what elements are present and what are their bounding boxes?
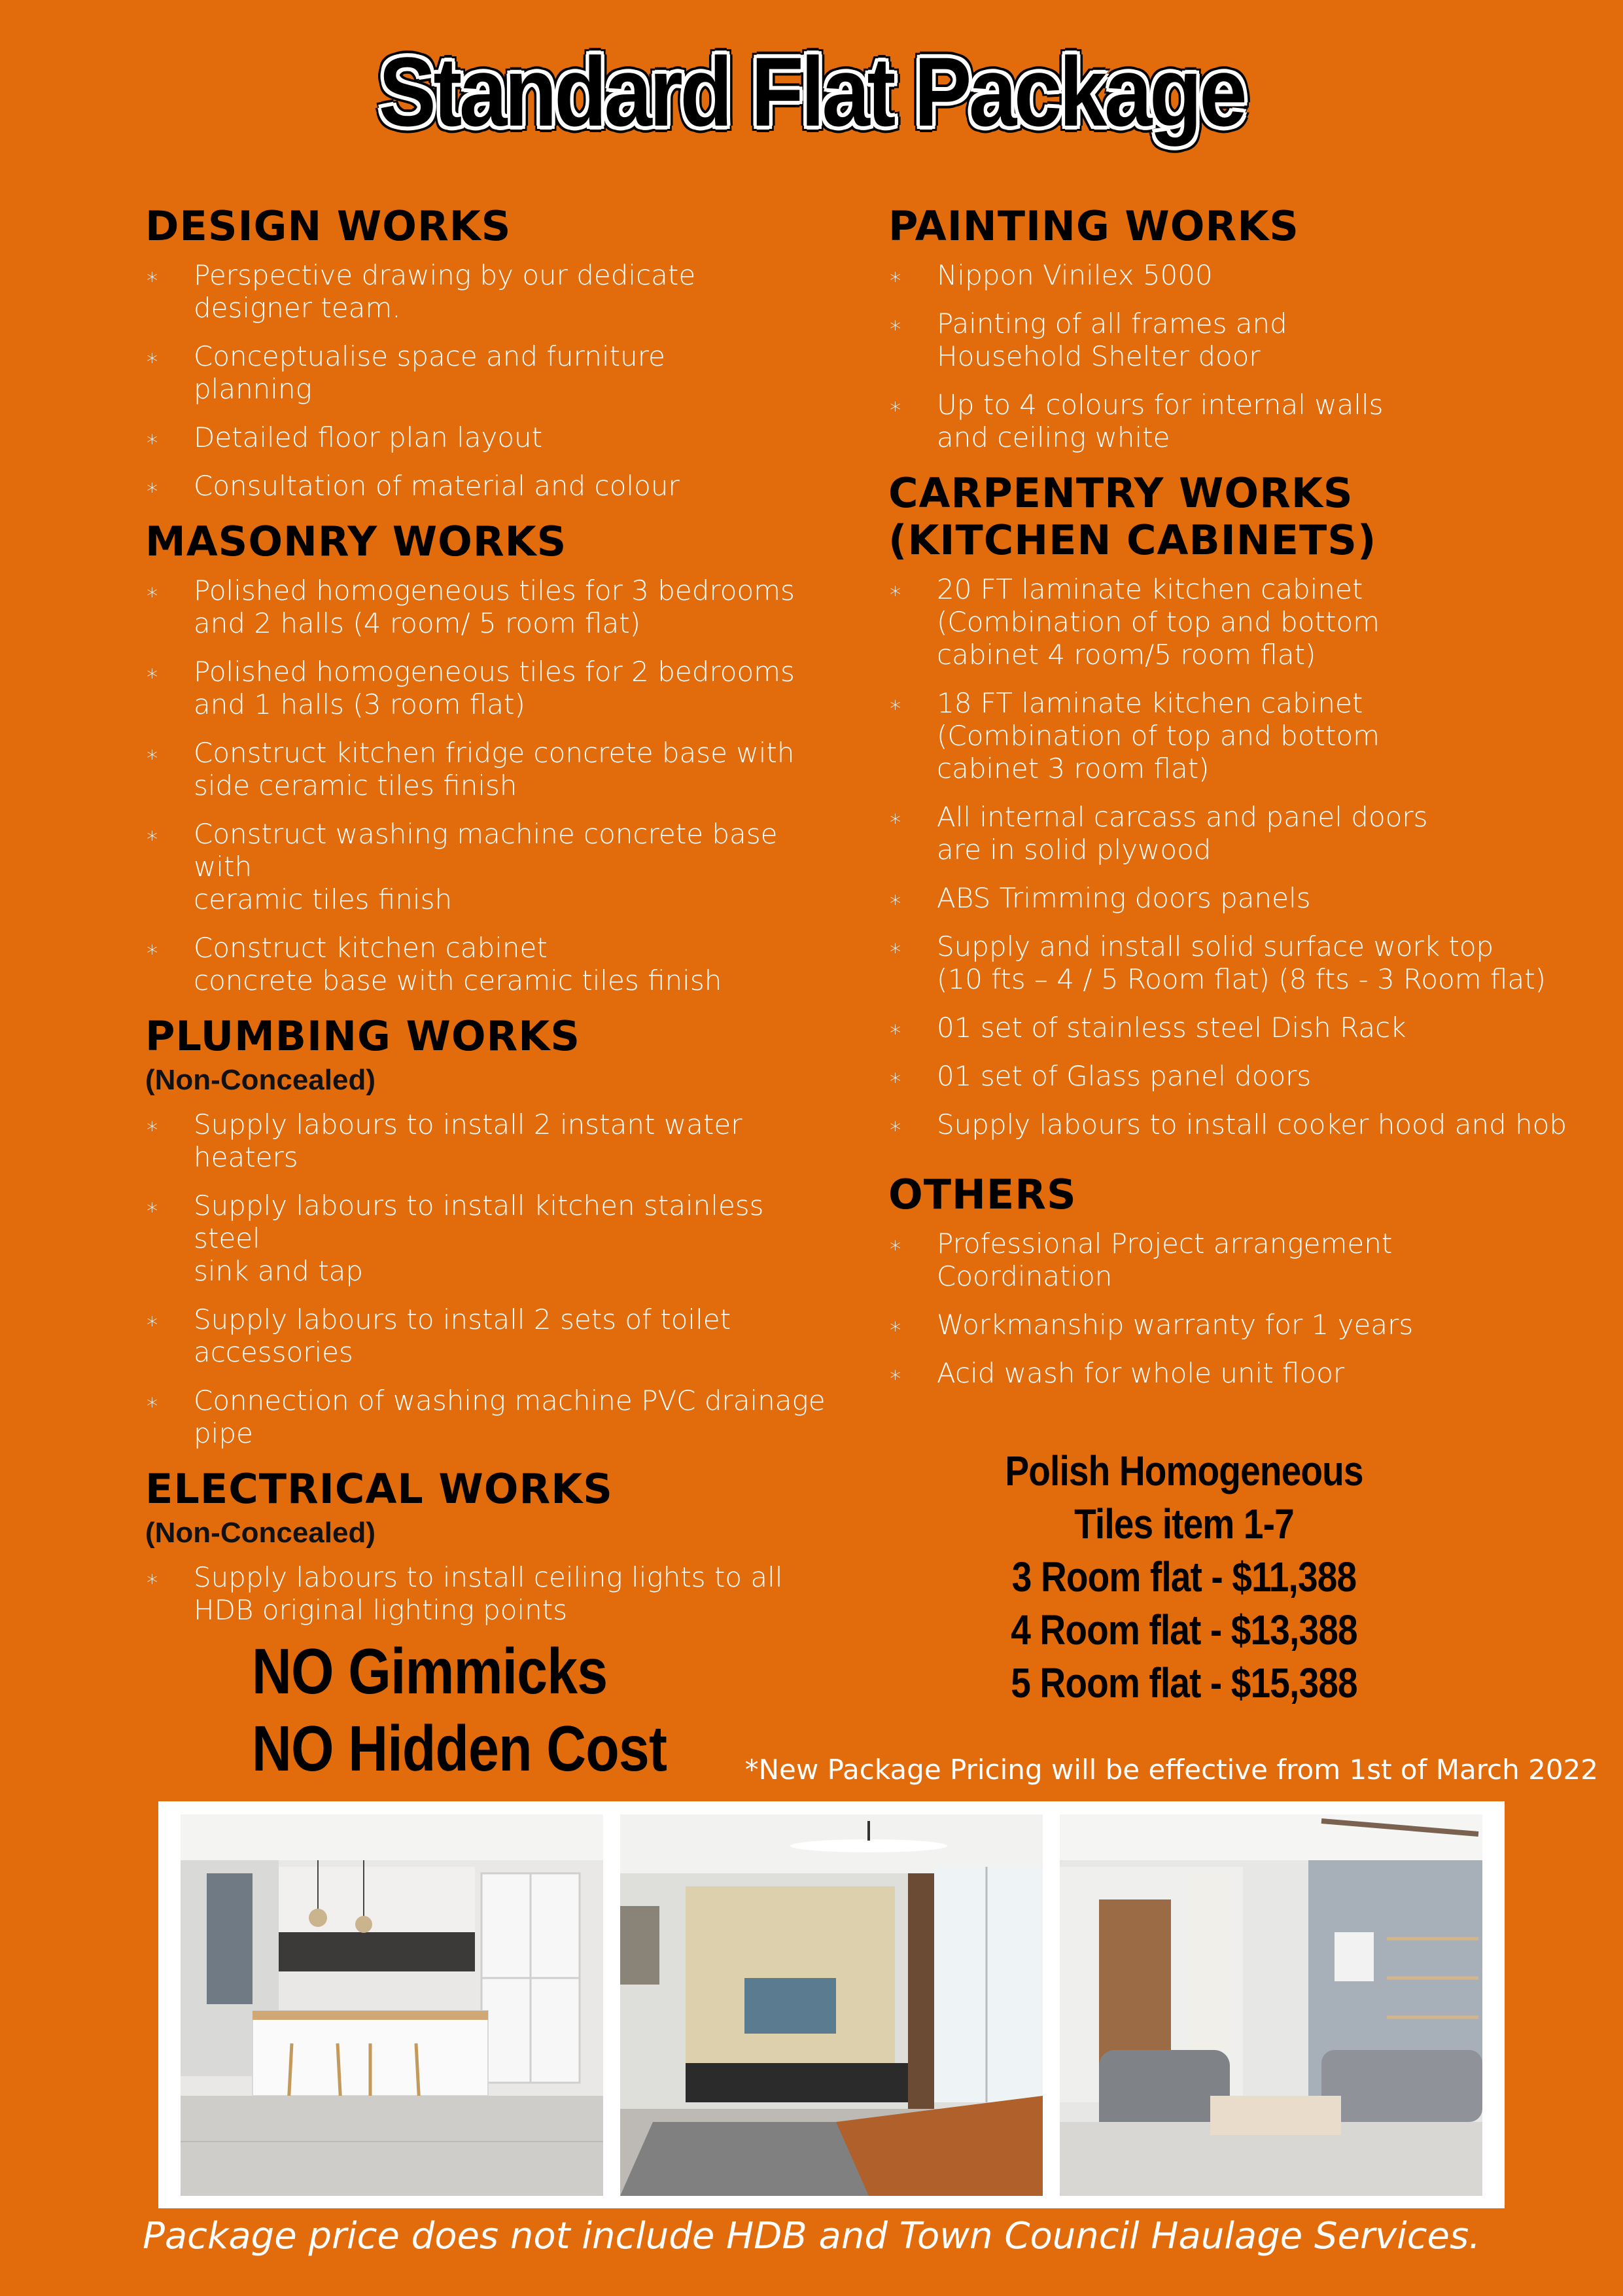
bullet-icon: ∗ — [145, 345, 160, 371]
pricing-title-1: Polish Homogeneous — [1005, 1447, 1363, 1494]
section-heading: PLUMBING WORKS — [145, 1012, 580, 1060]
list-item-text: and 1 halls (3 room flat) — [194, 688, 525, 720]
bullet-icon: ∗ — [888, 692, 903, 718]
list-item — [145, 574, 839, 640]
list-item-text: Nippon Vinilex 5000 — [937, 259, 1213, 291]
bullet-icon: ∗ — [145, 741, 160, 768]
section-subheading: (Non-Concealed) — [145, 1064, 375, 1096]
right-column — [888, 203, 1595, 1405]
section-heading: PAINTING WORKS — [888, 202, 1299, 250]
list-item — [888, 1357, 1595, 1390]
list-item-text: planning — [194, 373, 312, 405]
list-item-text: are in solid plywood — [937, 834, 1212, 866]
list-item — [145, 932, 839, 997]
bullet-icon: ∗ — [888, 1016, 903, 1042]
left-section-2 — [145, 1013, 839, 1450]
bullet-icon: ∗ — [145, 474, 160, 501]
price-4-room: 4 Room flat - $13,388 — [1011, 1606, 1357, 1653]
section-item-list — [888, 573, 1595, 1141]
list-item-text: Supply labours to install 2 instant water heaters — [194, 1108, 742, 1173]
section-heading: DESIGN WORKS — [145, 202, 512, 250]
bullet-icon: ∗ — [145, 579, 160, 605]
promo-line-2: NO Hidden Cost — [252, 1712, 667, 1784]
price-3-room: 3 Room flat - $11,388 — [1011, 1553, 1357, 1600]
list-item — [145, 737, 839, 802]
list-item-text: 18 FT laminate kitchen cabinet — [937, 687, 1363, 719]
pricing-block — [931, 1445, 1437, 1710]
list-item-text: ceramic tiles finish — [194, 883, 453, 915]
list-item-text: Up to 4 colours for internal walls — [937, 389, 1384, 421]
section-item-list — [145, 1108, 839, 1450]
bullet-icon: ∗ — [888, 1313, 903, 1339]
left-section-0 — [145, 203, 839, 503]
list-item — [888, 930, 1595, 996]
list-item — [145, 259, 839, 325]
list-item-text: and 2 halls (4 room/ 5 room flat) — [194, 607, 641, 639]
bullet-icon: ∗ — [145, 822, 160, 849]
page-title: Standard Flat Package — [378, 37, 1245, 147]
bullet-icon: ∗ — [145, 1308, 160, 1334]
right-section-1 — [888, 470, 1595, 1141]
bullet-icon: ∗ — [888, 805, 903, 832]
section-heading: OTHERS — [888, 1171, 1077, 1218]
section-heading: ELECTRICAL WORKS — [145, 1465, 613, 1513]
section-item-list — [888, 259, 1595, 454]
list-item-text: Supply labours to install kitchen stainless steel — [194, 1190, 764, 1254]
list-item-text: concrete base with ceramic tiles finish — [194, 964, 722, 997]
list-item — [145, 656, 839, 721]
list-item-text: 01 set of stainless steel Dish Rack — [937, 1012, 1406, 1044]
list-item — [145, 470, 839, 503]
list-item-text: Polished homogeneous tiles for 2 bedrooms — [194, 656, 795, 688]
section-heading-continued: (KITCHEN CABINETS) — [888, 516, 1377, 564]
list-item — [888, 801, 1595, 866]
list-item-text: Construct kitchen fridge concrete base with — [194, 737, 795, 769]
list-item — [888, 389, 1595, 454]
list-item — [145, 1303, 839, 1369]
list-item-text: Conceptualise space and furniture — [194, 340, 665, 372]
list-item-text: Professional Project arrangement — [937, 1227, 1393, 1260]
list-item-text: Household Shelter door — [937, 340, 1261, 372]
photo-gallery — [158, 1801, 1505, 2208]
list-item — [888, 308, 1595, 373]
list-item — [145, 1108, 839, 1174]
bullet-icon: ∗ — [888, 1362, 903, 1388]
list-item — [145, 340, 839, 406]
list-item-text: Workmanship warranty for 1 years — [937, 1309, 1414, 1341]
list-item — [888, 1309, 1595, 1341]
list-item-text: accessories — [194, 1336, 353, 1368]
footer-disclaimer: Package price does not include HDB and Town Council Haulage Services. — [143, 2215, 1480, 2257]
list-item-text: Supply labours to install cooker hood and hob — [937, 1108, 1567, 1140]
section-item-list — [145, 1561, 839, 1627]
list-item-text: All internal carcass and panel doors — [937, 801, 1428, 833]
sofa-room-photo — [1060, 1814, 1482, 2196]
list-item-text: Supply labours to install 2 sets of toilet — [194, 1303, 731, 1335]
left-section-1 — [145, 518, 839, 997]
bullet-icon: ∗ — [145, 426, 160, 452]
bullet-icon: ∗ — [888, 312, 903, 338]
bullet-icon: ∗ — [145, 1566, 160, 1592]
left-column — [145, 203, 839, 1642]
list-item-text: Construct washing machine concrete base with — [194, 818, 778, 883]
section-subheading: (Non-Concealed) — [145, 1517, 375, 1549]
pricing-title-2: Tiles item 1-7 — [1074, 1500, 1294, 1547]
bullet-icon: ∗ — [888, 393, 903, 419]
list-item — [888, 573, 1595, 671]
list-item-text: ABS Trimming doors panels — [937, 882, 1311, 914]
bullet-icon: ∗ — [145, 264, 160, 290]
list-item-text: 20 FT laminate kitchen cabinet — [937, 573, 1363, 605]
list-item-text: designer team. — [194, 292, 401, 324]
list-item — [888, 1012, 1595, 1044]
bullet-icon: ∗ — [888, 935, 903, 961]
list-item — [888, 1108, 1595, 1141]
right-section-0 — [888, 203, 1595, 454]
bullet-icon: ∗ — [888, 1065, 903, 1091]
bullet-icon: ∗ — [145, 660, 160, 686]
list-item — [888, 687, 1595, 785]
bullet-icon: ∗ — [888, 264, 903, 290]
section-heading: MASONRY WORKS — [145, 518, 567, 565]
list-item-text: Connection of washing machine PVC drainage — [194, 1385, 826, 1417]
list-item — [145, 1561, 839, 1627]
bullet-icon: ∗ — [888, 887, 903, 913]
bullet-icon: ∗ — [888, 1232, 903, 1258]
living-room-photo — [620, 1814, 1043, 2196]
list-item-text: (Combination of top and bottom — [937, 606, 1380, 638]
list-item-text: Painting of all frames and — [937, 308, 1287, 340]
list-item-text: sink and tap — [194, 1255, 364, 1287]
list-item-text: Detailed floor plan layout — [194, 421, 543, 453]
list-item-text: Polished homogeneous tiles for 3 bedrooms — [194, 574, 795, 607]
section-item-list — [145, 574, 839, 997]
list-item-text: cabinet 4 room/5 room flat) — [937, 639, 1316, 671]
promo-block — [252, 1633, 667, 1787]
left-section-3 — [145, 1466, 839, 1627]
list-item-text: (10 fts – 4 / 5 Room flat) (8 fts - 3 Room flat) — [937, 963, 1546, 995]
list-item — [145, 1190, 839, 1288]
list-item-text: side ceramic tiles finish — [194, 769, 517, 802]
list-item-text: Acid wash for whole unit floor — [937, 1357, 1345, 1389]
list-item-text: Supply labours to install ceiling lights to all — [194, 1561, 783, 1593]
section-item-list — [145, 259, 839, 503]
list-item-text: Construct kitchen cabinet — [194, 932, 548, 964]
pricing-note: *New Package Pricing will be effective from 1st of March 2022 — [744, 1754, 1598, 1786]
list-item-text: 01 set of Glass panel doors — [937, 1060, 1312, 1092]
list-item — [888, 882, 1595, 915]
list-item — [888, 259, 1595, 292]
list-item — [888, 1060, 1595, 1093]
bullet-icon: ∗ — [145, 1194, 160, 1220]
bullet-icon: ∗ — [145, 1113, 160, 1139]
list-item — [145, 818, 839, 916]
section-item-list — [888, 1227, 1595, 1390]
bullet-icon: ∗ — [145, 936, 160, 963]
list-item-text: Supply and install solid surface work top — [937, 930, 1494, 963]
list-item-text: HDB original lighting points — [194, 1594, 568, 1626]
list-item-text: and ceiling white — [937, 421, 1170, 453]
section-heading: CARPENTRY WORKS — [888, 469, 1353, 517]
list-item — [145, 421, 839, 454]
list-item-text: Coordination — [937, 1260, 1113, 1292]
bullet-icon: ∗ — [888, 1113, 903, 1139]
bullet-icon: ∗ — [145, 1389, 160, 1415]
list-item-text: Consultation of material and colour — [194, 470, 680, 502]
list-item-text: (Combination of top and bottom — [937, 720, 1380, 752]
kitchen-photo — [181, 1814, 603, 2196]
list-item — [888, 1227, 1595, 1293]
list-item — [145, 1385, 839, 1450]
bullet-icon: ∗ — [888, 578, 903, 604]
list-item-text: Perspective drawing by our dedicate — [194, 259, 696, 291]
list-item-text: pipe — [194, 1417, 253, 1449]
promo-line-1: NO Gimmicks — [252, 1635, 608, 1707]
right-section-2 — [888, 1171, 1595, 1390]
price-5-room: 5 Room flat - $15,388 — [1011, 1659, 1357, 1706]
list-item-text: cabinet 3 room flat) — [937, 752, 1210, 785]
